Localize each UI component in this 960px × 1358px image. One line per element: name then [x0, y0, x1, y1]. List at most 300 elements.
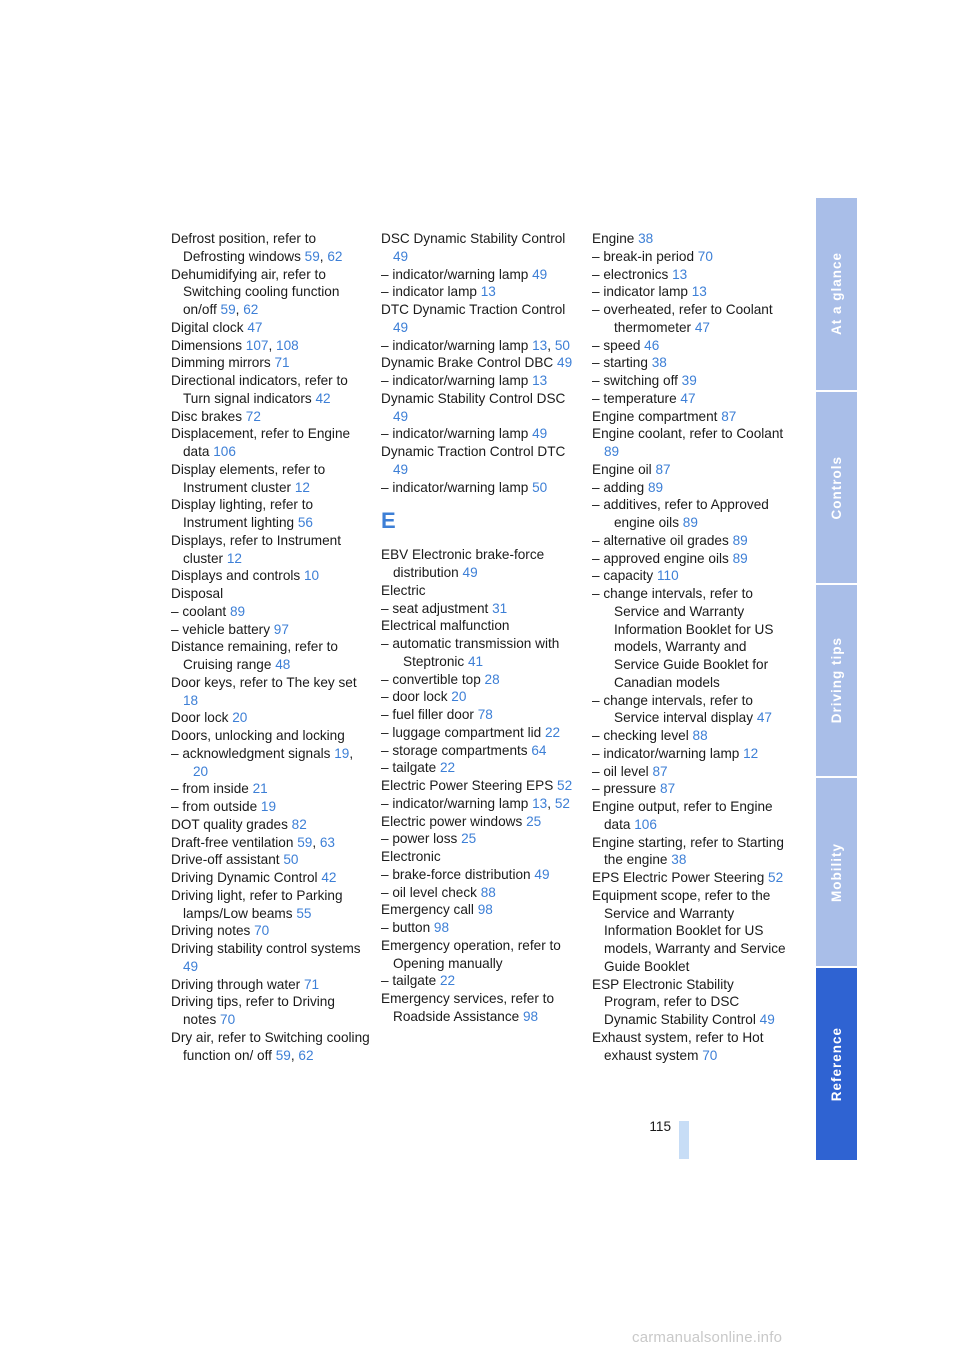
index-subentry — [592, 727, 792, 745]
entry-text: Dehumidifying air, refer to Switching cooling function on/off — [171, 266, 340, 317]
page-link[interactable]: 106 — [213, 444, 236, 459]
index-entry — [171, 461, 371, 497]
tab-mobility[interactable] — [816, 778, 857, 966]
index-subentry — [381, 635, 581, 671]
page-link[interactable]: 63 — [319, 834, 335, 850]
page-link[interactable]: 70 — [702, 1047, 718, 1063]
entry-text: – additives, refer to Approved engine oils — [592, 497, 769, 530]
index-entry — [171, 532, 371, 568]
page-link[interactable]: 22 — [439, 973, 456, 989]
index-column-2 — [381, 230, 581, 1026]
entry-text: – change intervals, refer to Service and Warranty Information Booklet for US models, Warranty and Service Guide Booklet for Canadian models — [592, 586, 774, 690]
page-link[interactable]: 52 — [554, 795, 570, 811]
page-link[interactable]: 49 — [759, 1012, 775, 1027]
watermark: carmanualsonline.info — [632, 1329, 783, 1346]
index-entry — [381, 937, 581, 973]
entry-text: Driving stability control systems — [171, 941, 361, 956]
page-link[interactable]: 47 — [680, 390, 696, 406]
page-link[interactable]: 38 — [671, 852, 687, 868]
page-link[interactable]: 97 — [273, 621, 289, 637]
entry-text: Emergency services, refer to Roadside Assistance — [381, 991, 555, 1024]
page-link[interactable]: 89 — [682, 515, 698, 530]
entry-text: Doors, unlocking and locking — [171, 728, 345, 743]
page-link[interactable]: 50 — [283, 852, 299, 868]
entry-text: ESP Electronic Stability Program, refer to DSC Dynamic Stability Control — [592, 976, 756, 1027]
page-link[interactable]: 70 — [220, 1012, 236, 1027]
page-link[interactable]: 42 — [315, 390, 331, 406]
entry-text: Emergency call — [381, 902, 474, 918]
entry-text: DTC Dynamic Traction Control — [381, 302, 566, 317]
entry-text: EPS Electric Power Steering — [592, 870, 765, 885]
entry-text: – indicator lamp — [592, 284, 688, 300]
page-link[interactable]: 25 — [461, 831, 477, 847]
section-heading: E — [381, 508, 396, 534]
index-subentry — [592, 479, 792, 497]
page-link[interactable]: 88 — [480, 884, 496, 900]
entry-text: – electronics — [592, 266, 669, 282]
page-link[interactable]: 78 — [477, 707, 493, 722]
page-number: 115 — [649, 1119, 671, 1134]
page-link[interactable]: 106 — [634, 816, 657, 832]
page-link[interactable]: 13 — [672, 266, 688, 282]
page-link[interactable]: 62 — [243, 302, 259, 317]
index-subentry — [592, 337, 792, 355]
entry-text: Dry air, refer to Switching cooling function on/ off — [171, 1029, 370, 1063]
index-entry — [171, 425, 371, 461]
entry-text: – temperature — [592, 390, 677, 406]
entry-text: Door keys, refer to The key set — [171, 674, 357, 690]
tab-label: At a glance — [829, 252, 844, 336]
entry-text: Engine compartment — [592, 408, 718, 424]
index-entry — [381, 813, 581, 831]
entry-text: – indicator/warning lamp — [381, 426, 529, 442]
index-subentry — [381, 283, 581, 301]
index-entry — [592, 425, 792, 461]
entry-text: – approved engine oils — [592, 550, 729, 566]
entry-text: – coolant — [171, 603, 227, 619]
entry-text: Driving Dynamic Control — [171, 870, 318, 885]
entry-text: – power loss — [381, 831, 458, 847]
index-entry — [592, 869, 792, 887]
index-entry — [592, 834, 792, 870]
page-link[interactable]: 49 — [393, 461, 409, 477]
entry-text: Directional indicators, refer to Turn signal indicators — [171, 373, 348, 406]
index-column-1 — [171, 230, 371, 1064]
entry-text: Displays, refer to Instrument cluster — [171, 532, 341, 566]
entry-text: – capacity — [592, 568, 654, 584]
entry-text: – indicator/warning lamp — [381, 337, 529, 353]
page-link[interactable]: 49 — [393, 248, 409, 264]
index-entry — [171, 372, 371, 408]
page-marker — [679, 1121, 689, 1159]
entry-text: Disposal — [171, 586, 224, 601]
page-link[interactable]: 59 — [275, 1047, 291, 1063]
index-entry — [381, 354, 581, 372]
index-entry — [171, 976, 371, 994]
page-link[interactable]: 47 — [694, 319, 710, 335]
page-link[interactable]: 56 — [297, 515, 313, 530]
index-subentry: – acknowledgment signals 19, 20 — [171, 745, 354, 779]
entry-text: Displacement, refer to Engine data — [171, 426, 351, 459]
page-link[interactable]: 52 — [557, 778, 573, 793]
entry-text: – switching off — [592, 373, 678, 388]
page-link[interactable]: 22 — [439, 760, 456, 776]
page-link[interactable]: 107 — [245, 337, 269, 353]
index-subentry — [592, 496, 792, 532]
index-entry — [592, 461, 792, 479]
page-link[interactable]: 13 — [691, 284, 707, 300]
entry-text: Door lock — [171, 710, 229, 726]
entry-text: Electric Power Steering EPS — [381, 778, 554, 793]
entry-text: – alternative oil grades — [592, 532, 729, 548]
index-entry — [171, 887, 371, 923]
entry-text: – automatic transmission with Steptronic — [381, 636, 560, 669]
entry-text: Drive-off assistant — [171, 852, 280, 868]
entry-text: – break-in period — [592, 248, 695, 264]
page-link[interactable]: 62 — [298, 1047, 314, 1063]
entry-text: Electric — [381, 582, 426, 598]
page-link[interactable]: 49 — [557, 355, 573, 371]
index-subentry — [592, 301, 792, 337]
index-subentry — [592, 283, 792, 301]
entry-text: – luggage compartment lid — [381, 724, 542, 740]
entry-text: Defrost position, refer to Defrosting windows — [171, 231, 317, 264]
page-link[interactable]: 49 — [393, 408, 409, 424]
page-link[interactable]: 20 — [193, 763, 209, 779]
page-link[interactable]: 108 — [276, 337, 299, 353]
page-link[interactable]: 19 — [260, 799, 277, 814]
tab-controls[interactable] — [816, 392, 857, 583]
index-subentry — [592, 763, 792, 781]
entry-text: Electronic — [381, 849, 441, 864]
entry-text: – indicator/warning lamp — [592, 745, 740, 761]
page-link[interactable]: 71 — [303, 976, 320, 992]
entry-text: Engine — [592, 231, 635, 246]
page-link[interactable]: 72 — [245, 408, 261, 424]
index-subentry — [592, 248, 792, 266]
entry-text: Displays and controls — [171, 568, 301, 584]
entry-text: – button — [381, 920, 431, 935]
index-subentry — [592, 585, 792, 692]
index-entry — [381, 990, 581, 1026]
page-link[interactable]: 49 — [532, 266, 548, 282]
entry-text: Equipment scope, refer to the Service and Warranty Information Booklet for US models, Warranty and Service Guide Booklet — [592, 887, 786, 974]
page-link[interactable]: 13 — [532, 337, 548, 353]
page-link[interactable]: 98 — [433, 920, 450, 935]
index-entry: Draft-free ventilation 59, 63 — [171, 834, 335, 850]
entry-text: – fuel filler door — [381, 707, 474, 722]
page-link[interactable]: 13 — [532, 795, 548, 811]
index-subentry — [381, 830, 581, 848]
entry-text: Dimensions — [171, 337, 243, 353]
index-subentry — [592, 266, 792, 284]
index-subentry — [381, 266, 581, 284]
tab-reference[interactable] — [816, 968, 857, 1160]
index-entry — [171, 851, 371, 869]
index-subentry — [592, 372, 792, 390]
page-link[interactable]: 89 — [732, 550, 748, 566]
index-subentry — [381, 919, 581, 937]
page-link[interactable]: 28 — [484, 671, 500, 687]
index-entry — [381, 901, 581, 919]
tab-label: Reference — [829, 1026, 844, 1102]
entry-text: Distance remaining, refer to Cruising range — [171, 639, 338, 672]
page-link[interactable]: 82 — [291, 816, 307, 832]
index-entry — [381, 582, 581, 600]
entry-text: Disc brakes — [171, 408, 243, 424]
index-entry — [171, 816, 371, 834]
entry-text: – vehicle battery — [171, 621, 270, 637]
index-entry — [381, 230, 581, 266]
entry-text: Driving light, refer to Parking lamps/Low beams — [171, 887, 343, 921]
index-entry — [381, 777, 581, 795]
entry-text: – indicator/warning lamp — [381, 373, 529, 388]
index-entry — [381, 546, 581, 582]
page-link[interactable]: 59 — [304, 248, 320, 264]
page-link[interactable]: 12 — [226, 550, 242, 566]
index-subentry — [171, 798, 371, 816]
index-subentry — [592, 390, 792, 408]
entry-text: – starting — [592, 355, 648, 371]
page-link[interactable]: 52 — [768, 870, 784, 885]
tab-at-a-glance[interactable] — [816, 198, 857, 390]
index-subentry — [381, 706, 581, 724]
tab-label: Driving tips — [829, 637, 844, 724]
index-entry — [381, 390, 581, 426]
entry-text: Engine coolant, refer to Coolant — [592, 426, 784, 442]
index-entry — [171, 408, 371, 426]
page-link[interactable]: 18 — [183, 692, 199, 708]
entry-text: – from inside — [171, 781, 249, 797]
entry-text: – door lock — [381, 689, 448, 705]
page-link[interactable]: 89 — [229, 603, 246, 619]
page-link[interactable]: 50 — [554, 337, 570, 353]
index-subentry — [381, 724, 581, 742]
entry-text: Exhaust system, refer to Hot exhaust system — [592, 1029, 764, 1063]
page-link[interactable]: 31 — [492, 600, 508, 616]
entry-text: Dimming mirrors — [171, 355, 271, 371]
index-entry — [592, 798, 792, 834]
page-link[interactable]: 38 — [638, 231, 654, 246]
index-subentry: – indicator/warning lamp 13, 52 — [381, 795, 570, 811]
index-entry — [171, 585, 371, 603]
page-link[interactable]: 87 — [652, 763, 668, 779]
page-link[interactable]: 49 — [462, 565, 478, 580]
page-link[interactable]: 70 — [697, 248, 713, 264]
index-entry: Dimensions 107, 108 — [171, 337, 299, 353]
page-link[interactable]: 64 — [531, 742, 547, 758]
index-entry — [171, 496, 371, 532]
page-link[interactable]: 98 — [522, 1008, 539, 1024]
index-subentry — [592, 567, 792, 585]
entry-text: – indicator/warning lamp — [381, 795, 529, 811]
index-subentry — [381, 671, 581, 689]
entry-text: – adding — [592, 479, 645, 495]
entry-text: – acknowledgment signals — [171, 745, 331, 761]
index-subentry — [592, 780, 792, 798]
entry-text: Emergency operation, refer to Opening manually — [381, 937, 561, 971]
entry-text: – brake-force distribution — [381, 866, 531, 882]
page-link[interactable]: 13 — [480, 284, 496, 300]
page-link[interactable]: 87 — [721, 408, 737, 424]
page-link[interactable]: 20 — [232, 710, 248, 726]
entry-text: Display lighting, refer to Instrument lighting — [171, 497, 314, 530]
index-entry — [171, 638, 371, 674]
entry-text: Draft-free ventilation — [171, 834, 294, 850]
page-link[interactable]: 20 — [451, 689, 467, 705]
entry-text: Engine starting, refer to Starting the engine — [592, 834, 784, 868]
page-link[interactable]: 49 — [534, 866, 550, 882]
entry-text: Digital clock — [171, 319, 244, 335]
index-subentry — [381, 425, 581, 443]
index-entry — [171, 940, 371, 976]
page-link[interactable]: 47 — [756, 710, 772, 726]
page-link[interactable]: 70 — [254, 923, 270, 939]
entry-text: Dynamic Brake Control DBC — [381, 355, 554, 371]
index-entry — [171, 674, 371, 710]
entry-text: EBV Electronic brake-force distribution — [381, 547, 545, 580]
index-subentry — [381, 884, 581, 902]
page-link[interactable]: 59 — [297, 834, 313, 850]
index-subentry — [592, 532, 792, 550]
index-subentry — [592, 692, 792, 728]
index-subentry — [592, 745, 792, 763]
page-link[interactable]: 47 — [247, 319, 263, 335]
index-entry — [171, 319, 371, 337]
page-link[interactable]: 39 — [681, 373, 697, 388]
entry-text: DOT quality grades — [171, 816, 288, 832]
index-subentry — [381, 972, 581, 990]
entry-text: Display elements, refer to Instrument cluster — [171, 461, 326, 495]
index-entry: Dry air, refer to Switching cooling function on/ off 59, 62 — [171, 1029, 370, 1063]
page-link[interactable]: 87 — [655, 461, 671, 477]
entry-text: – seat adjustment — [381, 600, 489, 616]
index-entry — [171, 709, 371, 727]
entry-text: Driving through water — [171, 976, 301, 992]
entry-text: Engine output, refer to Engine data — [592, 799, 773, 832]
index-entry — [381, 301, 581, 337]
page-link[interactable]: 22 — [544, 724, 561, 740]
index-entry — [592, 976, 792, 1029]
page-link[interactable]: 10 — [303, 568, 320, 584]
page-link[interactable]: 71 — [274, 355, 290, 371]
page-link[interactable]: 42 — [321, 870, 337, 885]
entry-text: Electrical malfunction — [381, 618, 510, 634]
page-link[interactable]: 62 — [327, 248, 343, 264]
index-entry — [381, 848, 581, 866]
page-link[interactable]: 88 — [692, 728, 708, 743]
page-link[interactable]: 49 — [532, 426, 548, 442]
entry-text: – tailgate — [381, 973, 437, 989]
entry-text: – oil level — [592, 763, 649, 779]
index-entry — [171, 567, 371, 585]
entry-text: – indicator/warning lamp — [381, 266, 529, 282]
page-link[interactable]: 19 — [334, 745, 350, 761]
index-entry — [592, 230, 792, 248]
page-link[interactable]: 87 — [660, 781, 676, 797]
page-link[interactable]: 46 — [644, 337, 660, 353]
page-link[interactable]: 25 — [526, 813, 542, 829]
tab-label: Mobility — [829, 842, 844, 902]
index-entry: Dehumidifying air, refer to Switching cooling function on/off 59, 62 — [171, 266, 340, 317]
page-link[interactable]: 110 — [657, 568, 679, 584]
index-entry — [592, 408, 792, 426]
page-link[interactable]: 49 — [393, 319, 409, 335]
page-link[interactable]: 48 — [275, 657, 291, 672]
page-link[interactable]: 59 — [220, 302, 236, 317]
page-link[interactable]: 89 — [604, 444, 620, 459]
index-entry — [171, 869, 371, 887]
index-subentry — [381, 479, 581, 497]
index-entry — [171, 354, 371, 372]
page-link[interactable]: 41 — [468, 653, 484, 669]
index-subentry — [171, 621, 371, 639]
tab-driving-tips[interactable] — [816, 585, 857, 776]
page-link[interactable]: 12 — [294, 479, 310, 495]
entry-text: Engine oil — [592, 461, 652, 477]
index-column-3 — [592, 230, 792, 1064]
index-subentry — [381, 600, 581, 618]
page-link[interactable]: 89 — [647, 479, 664, 495]
index-subentry — [592, 550, 792, 568]
entry-text: – pressure — [592, 781, 657, 797]
index-subentry: – indicator/warning lamp 13, 50 — [381, 337, 570, 353]
index-entry — [381, 617, 581, 635]
page-link[interactable]: 38 — [651, 355, 667, 371]
entry-text: Driving notes — [171, 923, 251, 939]
index-entry — [592, 1029, 792, 1065]
page-link[interactable]: 89 — [732, 532, 748, 548]
entry-text: Dynamic Traction Control DTC — [381, 444, 566, 459]
entry-text: – oil level check — [381, 884, 477, 900]
page-link[interactable]: 98 — [477, 902, 493, 918]
entry-text: Driving tips, refer to Driving notes — [171, 994, 335, 1027]
entry-text: Dynamic Stability Control DSC — [381, 390, 566, 406]
entry-text: – speed — [592, 337, 641, 353]
index-entry: Defrost position, refer to Defrosting windows 59, 62 — [171, 231, 343, 264]
index-subentry — [592, 354, 792, 372]
entry-text: Electric power windows — [381, 813, 523, 829]
index-subentry — [381, 372, 581, 390]
entry-text: – indicator/warning lamp — [381, 479, 529, 495]
page-link[interactable]: 55 — [296, 905, 312, 921]
index-entry — [592, 887, 792, 976]
entry-text: – change intervals, refer to Service interval display — [592, 692, 754, 726]
page-link[interactable]: 13 — [532, 373, 548, 388]
tab-label: Controls — [829, 455, 844, 520]
page-link[interactable]: 49 — [183, 958, 199, 974]
index-subentry — [171, 603, 371, 621]
index-subentry — [171, 780, 371, 798]
index-entry — [171, 922, 371, 940]
index-entry — [171, 993, 371, 1029]
entry-text: – from outside — [171, 799, 258, 814]
index-subentry — [381, 759, 581, 777]
entry-text: – overheated, refer to Coolant thermometer — [592, 302, 773, 335]
page-link[interactable]: 12 — [743, 745, 759, 761]
page-link[interactable]: 50 — [532, 479, 548, 495]
index-entry — [381, 443, 581, 479]
index-entry — [171, 727, 371, 745]
page-link[interactable]: 21 — [252, 781, 268, 797]
index-subentry — [381, 742, 581, 760]
entry-text: – convertible top — [381, 671, 481, 687]
entry-text: – tailgate — [381, 760, 437, 776]
entry-text: – indicator lamp — [381, 284, 477, 300]
index-subentry — [381, 866, 581, 884]
index-subentry — [381, 688, 581, 706]
entry-text: DSC Dynamic Stability Control — [381, 231, 566, 246]
